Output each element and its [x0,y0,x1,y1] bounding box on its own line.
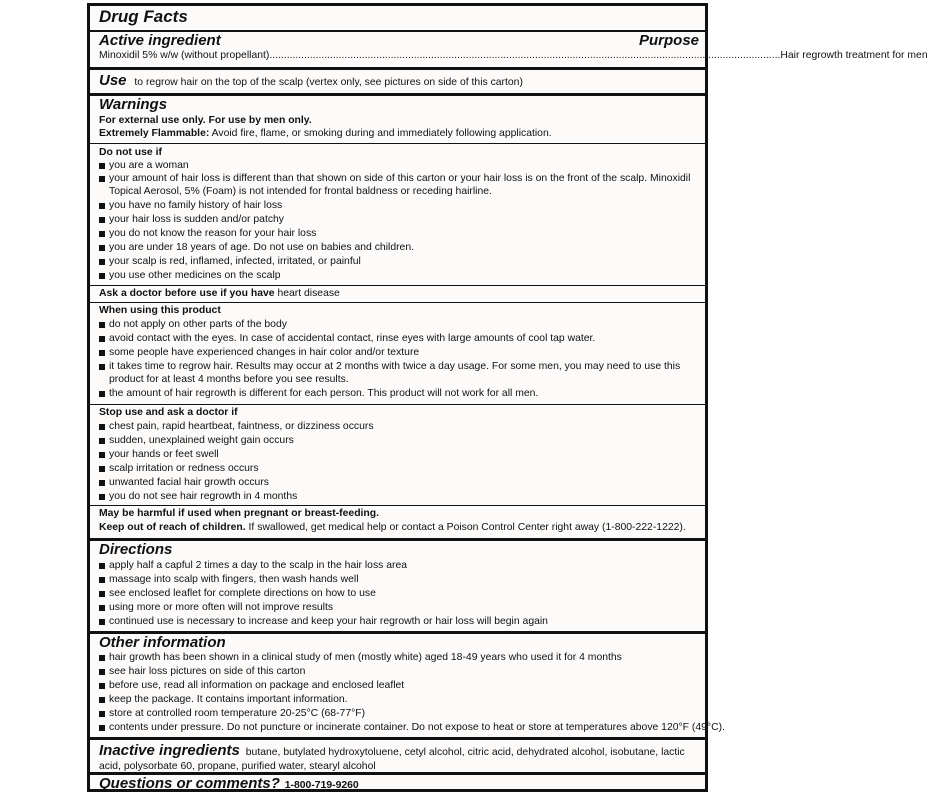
list-item: massage into scalp with fingers, then wash hands well [99,574,699,587]
divider [90,404,705,405]
warnings-heading: Warnings [99,96,168,113]
list-item: it takes time to regrow hair. Results may occur at 2 months with twice a day usage. For some men, you may need to use this product for at least 4 months before you see results. [99,361,699,386]
questions-row [99,775,699,793]
use-heading: Use [99,72,127,89]
other-information-heading: Other information [99,634,226,651]
active-ingredient-name: Minoxidil 5% w/w (without propellant) [99,50,270,61]
do-not-use-heading: Do not use if [99,147,162,158]
divider [90,505,705,506]
active-ingredient-heading: Active ingredient [99,32,221,49]
drug-facts-panel [87,3,928,792]
list-item: see enclosed leaflet for complete directions on how to use [99,588,699,601]
divider [90,143,705,144]
flammable-label: Extremely Flammable: [99,128,210,139]
leader-dots: ................................................................................................................................................................................. [269,50,781,61]
list-item: apply half a capful 2 times a day to the scalp in the hair loss area [99,560,699,573]
keep-out-row [99,522,699,535]
pregnancy-warning: May be harmful if used when pregnant or breast-feeding. [99,508,380,519]
divider [90,285,705,286]
list-item: you use other medicines on the scalp [99,270,699,283]
divider [90,302,705,303]
ask-doctor-text: heart disease [277,288,340,299]
list-item: you are a woman [99,160,699,173]
divider [90,737,705,740]
list-item: some people have experienced changes in hair color and/or texture [99,347,699,360]
inactive-ingredients-text: butane, butylated hydroxytoluene, cetyl alcohol, citric acid, dehydrated alcohol, isobutane, lactic acid, polysorbate 60, propane, purified water, stearyl alcohol [99,747,685,772]
list-item: hair growth has been shown in a clinical study of men (mostly white) aged 18-49 years who used it for 4 months [99,652,699,665]
list-item: store at controlled room temperature 20-25°C (68-77°F) [99,708,699,721]
list-item: your hands or feet swell [99,449,699,462]
list-item: you are under 18 years of age. Do not use on babies and children. [99,242,699,255]
divider [90,67,705,70]
list-item: do not apply on other parts of the body [99,319,699,332]
list-item: unwanted facial hair growth occurs [99,477,699,490]
keep-out-label: Keep out of reach of children. [99,522,246,533]
external-use-text: For external use only. For use by men only. [99,115,312,126]
drug-facts-title: Drug Facts [99,7,188,26]
use-row [99,72,699,90]
questions-phone: 1-800-719-9260 [284,780,359,791]
list-item: scalp irritation or redness occurs [99,463,699,476]
list-item: chest pain, rapid heartbeat, faintness, or dizziness occurs [99,421,699,434]
stop-use-heading: Stop use and ask a doctor if [99,407,238,418]
use-text: to regrow hair on the top of the scalp (vertex only, see pictures on side of this carton) [134,77,523,88]
active-ingredient-purpose: Hair regrowth treatment for men [780,50,928,61]
list-item: your amount of hair loss is different than that shown on side of this carton or your hair loss is on the front of the scalp. Minoxidil Topical Aerosol, 5% (Foam) is not intended for frontal baldness or receding hairline. [99,173,699,198]
list-item: before use, read all information on package and enclosed leaflet [99,680,699,693]
inactive-ingredients-heading: Inactive ingredients [99,742,240,759]
list-item: see hair loss pictures on side of this carton [99,666,699,679]
ask-doctor-row [99,288,699,301]
list-item: your scalp is red, inflamed, infected, irritated, or painful [99,256,699,269]
purpose-heading: Purpose [638,32,699,49]
active-ingredient-row [99,50,928,63]
list-item: using more or more often will not improve results [99,602,699,615]
list-item: sudden, unexplained weight gain occurs [99,435,699,448]
flammable-text: Avoid fire, flame, or smoking during and immediately following application. [211,128,552,139]
list-item: continued use is necessary to increase and keep your hair regrowth or hair loss will begin again [99,616,699,629]
list-item: avoid contact with the eyes. In case of accidental contact, rinse eyes with large amounts of cool tap water. [99,333,699,346]
when-using-heading: When using this product [99,305,221,316]
flammable-row [99,128,699,141]
list-item: your hair loss is sudden and/or patchy [99,214,699,227]
list-item: you have no family history of hair loss [99,200,699,213]
directions-heading: Directions [99,541,173,558]
list-item: you do not see hair regrowth in 4 months [99,491,699,504]
inactive-ingredients-row [99,742,699,774]
list-item: the amount of hair regrowth is different for each person. This product will not work for all men. [99,388,699,401]
questions-heading: Questions or comments? [99,775,280,792]
list-item: contents under pressure. Do not puncture or incinerate container. Do not expose to heat or store at temperatures above 120°F (49°C). [99,722,699,735]
keep-out-text: If swallowed, get medical help or contact a Poison Control Center right away (1-800-222-1222). [248,522,686,533]
list-item: you do not know the reason for your hair loss [99,228,699,241]
ask-doctor-label: Ask a doctor before use if you have [99,288,275,299]
list-item: keep the package. It contains important information. [99,694,699,707]
